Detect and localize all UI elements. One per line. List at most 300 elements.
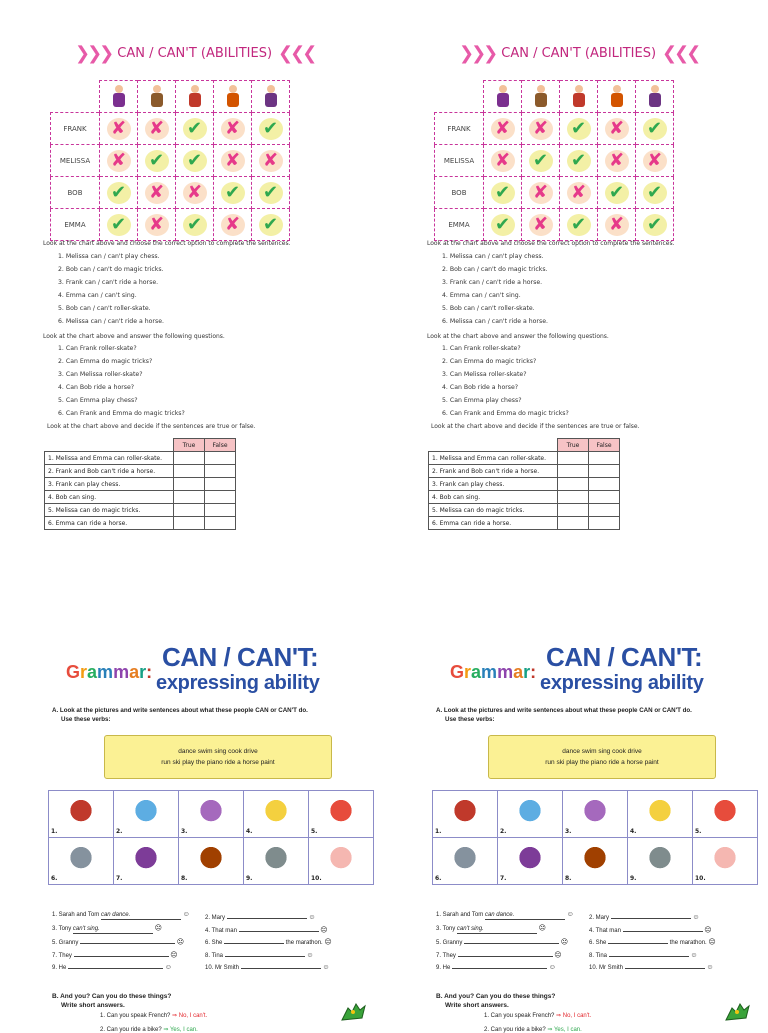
answer-line[interactable] <box>611 911 691 919</box>
cross-icon: ✘ <box>529 214 553 236</box>
answer-line[interactable] <box>239 924 319 932</box>
picture-number: 1. <box>51 828 58 835</box>
check-icon: ✔ <box>221 182 245 204</box>
sentence-prefix: 5. Granny <box>52 940 79 946</box>
answer-text: No, I can't. <box>562 1013 592 1019</box>
sentence-prefix: 4. That man <box>205 927 237 934</box>
chart-cell <box>252 113 290 145</box>
cross-icon: ✘ <box>107 150 131 172</box>
sentence-right <box>589 924 712 934</box>
tf-row <box>429 452 620 465</box>
chart-cell <box>100 113 138 145</box>
answer-text: Yes, I can. <box>553 1027 582 1033</box>
picture-number: 8. <box>565 875 572 882</box>
short-answer-question <box>100 1026 198 1033</box>
answer-text: can dance. <box>484 912 515 918</box>
chart-row-name: FRANK <box>435 113 484 145</box>
chart-cell <box>176 209 214 241</box>
cross-icon: ✘ <box>605 118 629 140</box>
chart-cell <box>176 177 214 209</box>
face-icon: ☺ <box>306 951 314 959</box>
illustration <box>638 797 682 831</box>
chart-cell <box>522 177 560 209</box>
worksheet-grammar-left <box>0 512 384 1033</box>
section-b-text: And you? Can you do these things? <box>444 993 556 1000</box>
chart-cell <box>636 177 674 209</box>
tf-false-cell[interactable] <box>589 491 620 504</box>
tf-header-false: False <box>589 439 620 452</box>
title-expressing-ability: expressing ability <box>540 672 704 694</box>
sentence-left <box>52 949 178 959</box>
picture-cell <box>244 791 309 838</box>
face-icon: ☺ <box>706 964 714 971</box>
tf-false-cell[interactable] <box>205 452 236 465</box>
tf-true-cell[interactable] <box>558 491 589 504</box>
picture-cell <box>244 838 309 885</box>
question-text: 1. Can you speak French? <box>484 1013 555 1019</box>
picture-cell <box>114 791 179 838</box>
chart-cell <box>522 113 560 145</box>
tf-false-cell[interactable] <box>589 478 620 491</box>
picture-cell <box>498 838 563 885</box>
chart-cell <box>138 177 176 209</box>
instruction-a-label: A. <box>436 707 443 714</box>
tf-row <box>45 452 236 465</box>
chart-header-row <box>435 81 674 113</box>
check-icon: ✔ <box>259 182 283 204</box>
tf-header-row <box>429 439 620 452</box>
chevrons-left: ❯❯❯ <box>459 42 496 64</box>
sentence-prefix: 9. He <box>436 965 451 971</box>
face-icon: ☹ <box>154 924 162 932</box>
picture-number: 6. <box>51 875 58 882</box>
face-icon: ☺ <box>548 964 556 971</box>
check-icon: ✔ <box>643 118 667 140</box>
title-expressing-ability: expressing ability <box>156 672 320 694</box>
check-icon: ✔ <box>567 150 591 172</box>
picture-number: 5. <box>311 828 318 835</box>
check-icon: ✔ <box>183 118 207 140</box>
tf-statement: 2. Frank and Bob can't ride a horse. <box>45 465 174 478</box>
picture-row <box>49 838 374 885</box>
chevrons-left: ❯❯❯ <box>75 42 112 64</box>
check-icon: ✔ <box>491 182 515 204</box>
illustration <box>319 844 363 878</box>
tf-row <box>45 465 236 478</box>
picture-cell <box>114 838 179 885</box>
sentence-right <box>589 936 716 946</box>
answer-line[interactable] <box>609 949 689 957</box>
short-answer-question <box>484 1026 582 1033</box>
sentence-left <box>52 924 162 934</box>
answer-text: can't sing. <box>72 925 100 932</box>
tf-row <box>429 478 620 491</box>
choose-list <box>442 250 548 328</box>
verbs-line-1: dance swim sing cook drive <box>178 748 258 755</box>
sentence-suffix: the marathon. <box>285 940 323 946</box>
picture-cell <box>49 838 114 885</box>
short-answer-question <box>484 1012 591 1019</box>
face-icon: ☹ <box>170 951 178 959</box>
tf-true-cell[interactable] <box>174 478 205 491</box>
choose-item: 5. Bob can / can't roller-skate. <box>58 305 151 312</box>
answer-line[interactable] <box>452 961 547 969</box>
horse-rider-icon <box>138 81 176 113</box>
instruction-a-verbs-label: Use these verbs: <box>445 716 495 723</box>
question-item: 5. Can Emma play chess? <box>442 397 522 404</box>
chart-row <box>51 209 290 241</box>
tf-statement: 5. Melissa can do magic tricks. <box>429 504 558 517</box>
picture-row <box>433 838 758 885</box>
chart-cell <box>636 209 674 241</box>
answer-line[interactable] <box>457 926 537 934</box>
sentence-prefix: 10. Mr Smith <box>589 965 624 971</box>
section-questions-heading: Look at the chart above and answer the following questions. <box>43 333 225 340</box>
chart-row-name: BOB <box>435 177 484 209</box>
verbs-box <box>104 735 332 779</box>
picture-number: 8. <box>181 875 188 882</box>
section-truefalse-heading: Look at the chart above and decide if the sentences are true or false. <box>47 423 256 430</box>
tf-row <box>45 478 236 491</box>
chart-cell <box>252 209 290 241</box>
picture-number: 9. <box>630 875 637 882</box>
question-item: 1. Can Frank roller-skate? <box>442 345 521 352</box>
section-truefalse-heading: Look at the chart above and decide if the sentences are true or false. <box>431 423 640 430</box>
face-icon: ☺ <box>182 911 190 918</box>
chess-player-icon <box>100 81 138 113</box>
verbs-box <box>488 735 716 779</box>
tf-true-cell[interactable] <box>558 465 589 478</box>
illustration <box>508 797 552 831</box>
face-icon: ☹ <box>320 926 328 934</box>
picture-cell <box>563 791 628 838</box>
choose-item: 6. Melissa can / can't ride a horse. <box>58 318 164 325</box>
picture-cell <box>498 791 563 838</box>
picture-cell <box>433 791 498 838</box>
chart-corner <box>51 81 100 113</box>
picture-cell <box>563 838 628 885</box>
question-item: 4. Can Bob ride a horse? <box>58 384 135 391</box>
tf-false-cell[interactable] <box>589 452 620 465</box>
picture-number: 9. <box>246 875 253 882</box>
answer-line[interactable] <box>225 949 305 957</box>
sentence-prefix: 1. Sarah and Tom <box>52 912 100 918</box>
picture-row <box>49 791 374 838</box>
answer-line[interactable] <box>227 911 307 919</box>
answer-line[interactable] <box>623 924 703 932</box>
tf-true-cell[interactable] <box>558 478 589 491</box>
face-icon: ☹ <box>176 939 185 946</box>
picture-cell <box>309 791 374 838</box>
cross-icon: ✘ <box>529 118 553 140</box>
singer-icon <box>598 81 636 113</box>
sentence-prefix: 6. She <box>589 940 607 946</box>
chart-cell <box>636 145 674 177</box>
answer-line[interactable] <box>224 936 284 944</box>
chart-row-name: EMMA <box>51 209 100 241</box>
tf-true-cell[interactable] <box>174 465 205 478</box>
sentence-prefix: 5. Granny <box>436 940 463 946</box>
illustration <box>319 797 363 831</box>
tf-statement: 2. Frank and Bob can't ride a horse. <box>429 465 558 478</box>
cross-icon: ✘ <box>221 118 245 140</box>
tf-true-cell[interactable] <box>174 491 205 504</box>
answer-line[interactable] <box>68 961 163 969</box>
picture-cell <box>49 791 114 838</box>
choose-item: 2. Bob can / can't do magic tricks. <box>58 266 164 273</box>
check-icon: ✔ <box>183 150 207 172</box>
picture-number: 7. <box>500 875 507 882</box>
choose-list <box>58 250 164 328</box>
instruction-a <box>52 706 308 724</box>
section-choose-heading: Look at the chart above and choose the correct option to complete the sentences. <box>427 240 675 247</box>
worksheet-abilities-left <box>0 0 384 527</box>
magician-icon <box>560 81 598 113</box>
cross-icon: ✘ <box>605 214 629 236</box>
roller-skater-icon <box>252 81 290 113</box>
tf-true-cell[interactable] <box>174 452 205 465</box>
picture-number: 3. <box>181 828 188 835</box>
question-item: 3. Can Melissa roller-skate? <box>58 371 143 378</box>
picture-cell <box>179 791 244 838</box>
choose-item: 4. Emma can / can't sing. <box>442 292 521 299</box>
sentence-prefix: 2. Mary <box>589 915 610 921</box>
tf-false-cell[interactable] <box>205 478 236 491</box>
chevrons-right: ❮❮❮ <box>278 42 315 64</box>
tf-true-cell[interactable] <box>558 452 589 465</box>
picture-cell <box>179 838 244 885</box>
chess-player-icon <box>484 81 522 113</box>
section-b-text: And you? Can you do these things? <box>60 993 172 1000</box>
picture-number: 6. <box>435 875 442 882</box>
sentence-prefix: 10. Mr Smith <box>205 965 240 971</box>
question-item: 3. Can Melissa roller-skate? <box>442 371 527 378</box>
check-icon: ✔ <box>145 150 169 172</box>
picture-grid <box>48 790 374 885</box>
cross-icon: ✘ <box>605 150 629 172</box>
check-icon: ✔ <box>259 118 283 140</box>
answer-line[interactable] <box>241 961 321 969</box>
sentence-left <box>436 924 546 934</box>
chart-cell <box>560 177 598 209</box>
chart-row <box>51 177 290 209</box>
picture-number: 4. <box>246 828 253 835</box>
arrow-icon: ⇒ <box>172 1013 178 1019</box>
choose-item: 4. Emma can / can't sing. <box>58 292 137 299</box>
cross-icon: ✘ <box>183 182 207 204</box>
face-icon: ☹ <box>708 939 716 946</box>
chart-cell <box>598 209 636 241</box>
sentence-prefix: 6. She <box>205 940 223 946</box>
arrow-icon: ⇒ <box>547 1027 553 1033</box>
sentence-right <box>205 961 330 971</box>
check-icon: ✔ <box>107 182 131 204</box>
sentence-suffix: the marathon. <box>669 940 707 946</box>
sentence-left <box>52 911 190 920</box>
tf-false-cell[interactable] <box>205 491 236 504</box>
picture-cell <box>693 838 758 885</box>
chart-cell <box>598 145 636 177</box>
picture-number: 7. <box>116 875 123 882</box>
tf-false-cell[interactable] <box>589 465 620 478</box>
question-item: 1. Can Frank roller-skate? <box>58 345 137 352</box>
sentence-prefix: 2. Mary <box>205 915 226 921</box>
cross-icon: ✘ <box>221 214 245 236</box>
section-b-subtext: Write short answers. <box>445 1002 509 1009</box>
answer-line[interactable] <box>74 949 169 957</box>
chart-cell <box>598 113 636 145</box>
section-choose-heading: Look at the chart above and choose the correct option to complete the sentences. <box>43 240 291 247</box>
sentence-prefix: 7. They <box>52 952 72 959</box>
illustration <box>443 797 487 831</box>
magician-icon <box>176 81 214 113</box>
sentence-prefix: 1. Sarah and Tom <box>436 912 484 918</box>
answer-line[interactable] <box>464 936 559 944</box>
answer-line[interactable] <box>101 912 181 920</box>
picture-cell <box>628 791 693 838</box>
picture-number: 3. <box>565 828 572 835</box>
section-b-subtext: Write short answers. <box>61 1002 125 1009</box>
sentence-left <box>436 949 562 959</box>
sentence-prefix: 4. That man <box>589 927 621 934</box>
chart-row <box>435 209 674 241</box>
illustration <box>189 844 233 878</box>
verbs-line-2: run ski play the piano ride a horse paint <box>545 759 659 766</box>
chart-corner <box>435 81 484 113</box>
sentence-right <box>589 961 714 971</box>
ability-chart <box>50 80 290 241</box>
answer-line[interactable] <box>608 936 668 944</box>
chart-row-name: EMMA <box>435 209 484 241</box>
chart-cell <box>252 145 290 177</box>
answer-line[interactable] <box>458 949 553 957</box>
answer-line[interactable] <box>625 961 705 969</box>
tf-false-cell[interactable] <box>205 465 236 478</box>
cross-icon: ✘ <box>491 150 515 172</box>
tf-statement: 1. Melissa and Emma can roller-skate. <box>429 452 558 465</box>
picture-cell <box>693 791 758 838</box>
question-item: 6. Can Frank and Emma do magic tricks? <box>58 410 185 417</box>
sentence-prefix: 3. Tony <box>52 925 72 932</box>
instruction-a-text: Look at the pictures and write sentences about what these people CAN or CAN'T do. <box>443 707 692 714</box>
question-text: 2. Can you ride a bike? <box>484 1027 546 1033</box>
answer-line[interactable] <box>485 912 565 920</box>
worksheet-grammar-right <box>384 512 768 1033</box>
question-item: 2. Can Emma do magic tricks? <box>442 358 537 365</box>
title-text: CAN / CAN'T (ABILITIES) <box>501 45 657 61</box>
chart-cell <box>214 113 252 145</box>
singer-icon <box>214 81 252 113</box>
sentence-right <box>205 924 328 934</box>
chart-header-row <box>51 81 290 113</box>
sentence-right <box>589 949 698 959</box>
sentence-right <box>589 911 700 921</box>
illustration <box>443 844 487 878</box>
chart-row <box>51 145 290 177</box>
chart-cell <box>484 177 522 209</box>
short-answer-question <box>100 1012 207 1019</box>
cross-icon: ✘ <box>145 214 169 236</box>
face-icon: ☺ <box>308 914 316 921</box>
instruction-a <box>436 706 692 724</box>
tf-statement: 5. Melissa can do magic tricks. <box>45 504 174 517</box>
face-icon: ☺ <box>164 964 172 971</box>
chart-row <box>435 113 674 145</box>
roller-skater-icon <box>636 81 674 113</box>
picture-number: 2. <box>116 828 123 835</box>
illustration <box>59 844 103 878</box>
section-b-label: B. <box>436 993 443 1000</box>
answer-line[interactable] <box>80 936 175 944</box>
check-icon: ✔ <box>567 214 591 236</box>
chart-cell <box>214 145 252 177</box>
cross-icon: ✘ <box>145 182 169 204</box>
worksheet-title <box>75 42 314 64</box>
answer-line[interactable] <box>73 926 153 934</box>
cross-icon: ✘ <box>107 118 131 140</box>
chart-cell <box>522 145 560 177</box>
sentence-prefix: 9. He <box>52 965 67 971</box>
illustration <box>59 797 103 831</box>
picture-number: 10. <box>311 875 322 882</box>
grammar-label: Grammar: <box>450 662 537 682</box>
chart-cell <box>176 145 214 177</box>
chart-cell <box>560 113 598 145</box>
section-questions-heading: Look at the chart above and answer the following questions. <box>427 333 609 340</box>
question-item: 5. Can Emma play chess? <box>58 397 138 404</box>
verbs-line-1: dance swim sing cook drive <box>562 748 642 755</box>
face-icon: ☺ <box>690 951 698 959</box>
horse-rider-icon <box>522 81 560 113</box>
sentence-right <box>205 949 314 959</box>
tf-row <box>429 465 620 478</box>
chart-cell <box>214 177 252 209</box>
title-can-cant: CAN / CAN'T: <box>546 642 703 672</box>
sentence-prefix: 8. Tina <box>205 952 224 959</box>
sentence-left <box>436 911 574 920</box>
face-icon: ☺ <box>322 964 330 971</box>
dragon-icon <box>338 1000 368 1024</box>
instruction-a-label: A. <box>52 707 59 714</box>
chart-cell <box>484 209 522 241</box>
arrow-icon: ⇒ <box>163 1027 169 1033</box>
illustration <box>703 844 747 878</box>
picture-cell <box>309 838 374 885</box>
chart-row-name: FRANK <box>51 113 100 145</box>
sentence-prefix: 7. They <box>436 952 456 959</box>
illustration <box>573 844 617 878</box>
title-text: CAN / CAN'T (ABILITIES) <box>117 45 273 61</box>
cross-icon: ✘ <box>145 118 169 140</box>
title-can-cant: CAN / CAN'T: <box>162 642 319 672</box>
cross-icon: ✘ <box>259 150 283 172</box>
picture-row <box>433 791 758 838</box>
tf-header-true: True <box>174 439 205 452</box>
check-icon: ✔ <box>643 214 667 236</box>
illustration <box>638 844 682 878</box>
face-icon: ☹ <box>538 924 546 932</box>
question-item: 6. Can Frank and Emma do magic tricks? <box>442 410 569 417</box>
questions-list <box>58 342 185 420</box>
face-icon: ☹ <box>324 939 332 946</box>
chart-cell <box>560 209 598 241</box>
tf-statement: 6. Emma can ride a horse. <box>429 517 558 530</box>
chart-row <box>435 177 674 209</box>
sentence-left <box>52 961 172 971</box>
chart-cell <box>560 145 598 177</box>
illustration <box>254 797 298 831</box>
chart-row <box>51 113 290 145</box>
